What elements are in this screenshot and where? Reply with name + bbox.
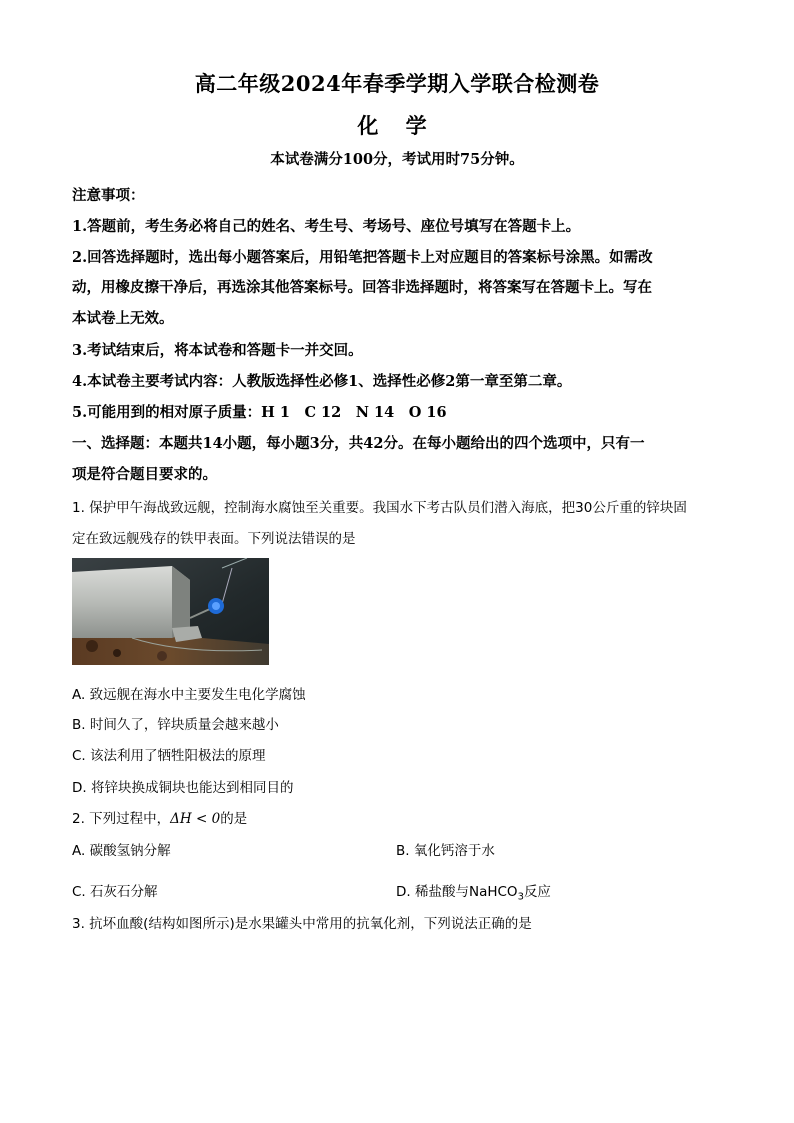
q2-option-d-subscript: 3 xyxy=(517,891,524,903)
q2-option-a: A. 碳酸氢钠分解 xyxy=(72,843,171,859)
q2-option-d-suffix: 反应 xyxy=(523,884,551,900)
q1-stem-cont: 定在致远舰残存的铁甲表面。下列说法错误的是 xyxy=(72,531,356,547)
q1-option-d: D. 将锌块换成铜块也能达到相同目的 xyxy=(72,780,294,796)
note-item: 1.答题前，考生务必将自己的姓名、考生号、考场号、座位号填写在答题卡上。 xyxy=(72,218,581,235)
q2-option-d-prefix: D. 稀盐酸与NaHCO xyxy=(396,884,518,900)
exam-info: 本试卷满分100分，考试用时75分钟。 xyxy=(270,151,524,168)
q3-stem: 3. 抗坏血酸(结构如图所示)是水果罐头中常用的抗氧化剂，下列说法正确的是 xyxy=(72,916,532,932)
q1-option-b: B. 时间久了，锌块质量会越来越小 xyxy=(72,717,279,733)
q2-stem xyxy=(72,807,247,827)
q2-option-b: B. 氧化钙溶于水 xyxy=(396,843,495,859)
notes-heading: 注意事项： xyxy=(72,187,145,204)
note-item: 动，用橡皮擦干净后，再选涂其他答案标号。回答非选择题时，将答案写在答题卡上。写在 xyxy=(72,279,652,296)
note-item: 4.本试卷主要考试内容：人教版选择性必修1、选择性必修2第一章至第二章。 xyxy=(72,373,572,390)
q1-option-c: C. 该法利用了牺牲阳极法的原理 xyxy=(72,748,266,764)
note-item: 5.可能用到的相对原子质量：H 1 C 12 N 14 O 16 xyxy=(72,404,447,421)
q1-option-a: A. 致远舰在海水中主要发生电化学腐蚀 xyxy=(72,687,306,703)
q2-stem-suffix: 的是 xyxy=(220,811,248,827)
q2-stem-prefix: 2. 下列过程中， xyxy=(72,811,171,827)
subject-title: 化 学 xyxy=(357,113,437,138)
q2-option-d xyxy=(396,880,551,903)
note-item: 3.考试结束后，将本试卷和答题卡一并交回。 xyxy=(72,342,363,359)
q1-underwater-photo xyxy=(72,558,269,665)
section-heading-cont: 项是符合题目要求的。 xyxy=(72,466,217,483)
q2-delta-h: ΔH < 0 xyxy=(170,811,221,827)
note-item: 本试卷上无效。 xyxy=(72,310,174,327)
exam-title: 高二年级2024年春季学期入学联合检测卷 xyxy=(194,71,600,96)
section-heading: 一、选择题：本题共14小题，每小题3分，共42分。在每小题给出的四个选项中，只有一 xyxy=(72,435,645,452)
q2-option-c: C. 石灰石分解 xyxy=(72,884,158,900)
note-item: 2.回答选择题时，选出每小题答案后，用铅笔把答题卡上对应题目的答案标号涂黑。如需改 xyxy=(72,249,653,266)
q1-stem: 1. 保护甲午海战致远舰，控制海水腐蚀至关重要。我国水下考古队员们潜入海底，把30公斤重的锌块固 xyxy=(72,500,687,516)
